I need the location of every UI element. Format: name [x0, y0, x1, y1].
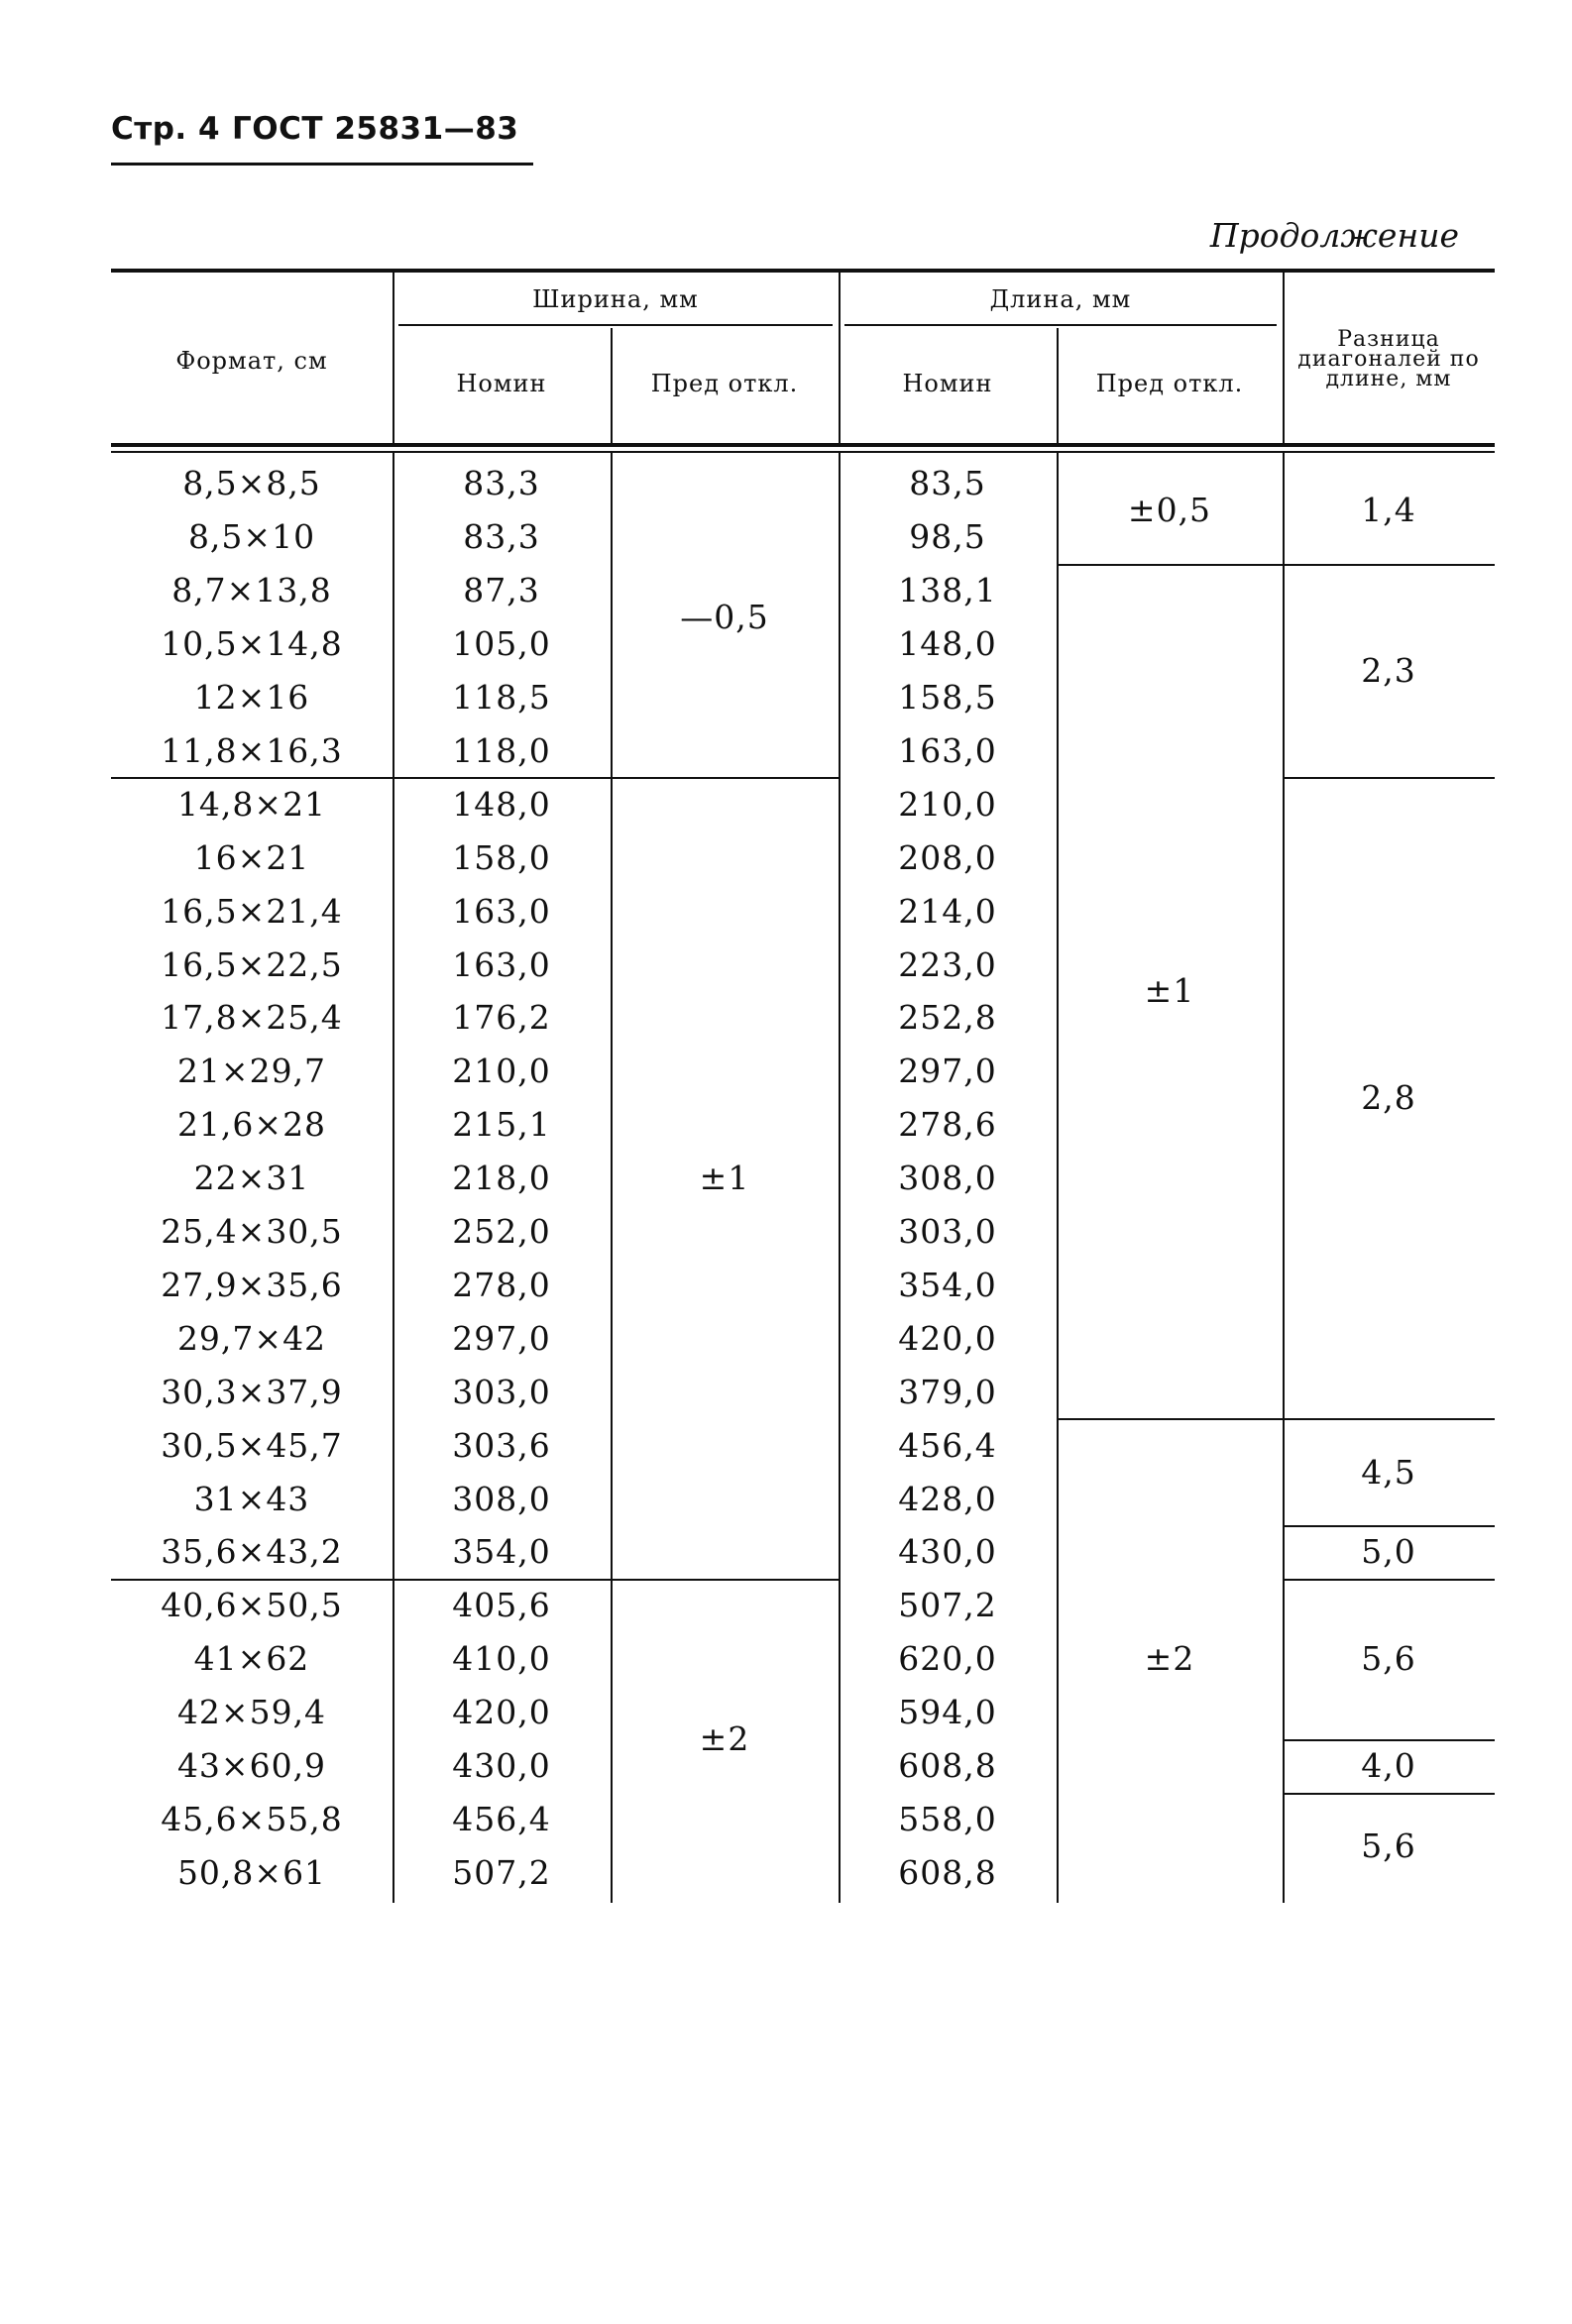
width-nominal-cell: 83,3	[463, 464, 540, 503]
header-bottom-border-inner	[111, 451, 1495, 453]
format-cell: 30,5×45,7	[161, 1425, 343, 1465]
length-nominal-cell: 608,8	[898, 1746, 997, 1786]
length-nominal-cell: 354,0	[898, 1265, 997, 1304]
length-nominal-cell: 308,0	[898, 1159, 997, 1198]
length-nominal-cell: 214,0	[898, 891, 997, 931]
width-nominal-cell: 215,1	[452, 1105, 551, 1145]
diagonal-cell: 2,3	[1361, 651, 1416, 691]
page-header	[111, 111, 533, 147]
length-group-rule	[844, 324, 1277, 326]
width-nominal-cell: 148,0	[452, 784, 551, 824]
format-cell: 12×16	[193, 678, 310, 718]
header-vline-1	[393, 269, 394, 443]
length-nominal-cell: 507,2	[898, 1586, 997, 1625]
width-nominal-cell: 118,0	[452, 730, 551, 770]
format-cell: 14,8×21	[176, 784, 327, 824]
length-nominal-cell: 456,4	[898, 1425, 997, 1465]
length-group-header: Длина, мм	[989, 285, 1132, 313]
width-nominal-header: Номин	[456, 370, 547, 397]
header-vline-2	[611, 328, 613, 443]
width-nominal-cell: 456,4	[452, 1799, 551, 1838]
format-cell: 8,7×13,8	[171, 571, 332, 610]
diagonal-cell: 1,4	[1361, 491, 1416, 530]
format-cell: 31×43	[193, 1479, 310, 1518]
length-nominal-cell: 223,0	[898, 944, 997, 984]
length-nominal-cell: 379,0	[898, 1372, 997, 1411]
diagonal-cell: 5,0	[1361, 1532, 1416, 1572]
width-nominal-cell: 354,0	[452, 1532, 551, 1572]
continuation-label: Продолжение	[1209, 216, 1459, 255]
group-separator	[111, 777, 611, 779]
format-cell: 42×59,4	[176, 1693, 327, 1732]
width-tolerance-cell: ±1	[699, 1159, 750, 1198]
group-separator	[111, 1579, 611, 1581]
length-nominal-cell: 428,0	[898, 1479, 997, 1518]
format-cell: 45,6×55,8	[161, 1799, 343, 1838]
col-format-header: Формат, см	[175, 347, 328, 375]
width-nominal-cell: 87,3	[463, 571, 540, 610]
width-nominal-cell: 176,2	[452, 998, 551, 1038]
length-nominal-header: Номин	[902, 370, 993, 397]
format-cell: 8,5×8,5	[182, 464, 321, 503]
format-cell: 11,8×16,3	[161, 730, 343, 770]
table-top-border	[111, 269, 1495, 273]
width-nominal-cell: 405,6	[452, 1586, 551, 1625]
width-nominal-cell: 105,0	[452, 624, 551, 664]
width-nominal-cell: 163,0	[452, 944, 551, 984]
standard-number: ГОСТ 25831—83	[232, 111, 519, 147]
length-nominal-cell: 148,0	[898, 624, 997, 664]
length-nominal-cell: 98,5	[909, 517, 986, 557]
diagonal-header: Разница диагоналей по длине, мм	[1297, 327, 1480, 391]
width-nominal-cell: 420,0	[452, 1693, 551, 1732]
length-nominal-cell: 158,5	[898, 678, 997, 718]
format-cell: 50,8×61	[176, 1852, 327, 1892]
diagonal-cell: 5,6	[1361, 1639, 1416, 1679]
width-nominal-cell: 158,0	[452, 837, 551, 877]
length-tolerance-cell: ±0,5	[1127, 491, 1212, 530]
length-nominal-cell: 620,0	[898, 1639, 997, 1679]
width-tolerance-header: Пред откл.	[650, 370, 799, 397]
format-cell: 40,6×50,5	[161, 1586, 343, 1625]
format-cell: 43×60,9	[176, 1746, 327, 1786]
length-nominal-cell: 83,5	[909, 464, 986, 503]
width-nominal-cell: 163,0	[452, 891, 551, 931]
width-nominal-cell: 303,6	[452, 1425, 551, 1465]
diagonal-cell: 5,6	[1361, 1826, 1416, 1865]
width-nominal-cell: 507,2	[452, 1852, 551, 1892]
format-cell: 22×31	[193, 1159, 310, 1198]
width-nominal-cell: 118,5	[452, 678, 551, 718]
length-nominal-cell: 594,0	[898, 1693, 997, 1732]
length-nominal-cell: 252,8	[898, 998, 997, 1038]
width-nominal-cell: 308,0	[452, 1479, 551, 1518]
width-nominal-cell: 210,0	[452, 1051, 551, 1091]
length-nominal-cell: 558,0	[898, 1799, 997, 1838]
diagonal-cell: 2,8	[1361, 1078, 1416, 1118]
width-nominal-cell: 297,0	[452, 1318, 551, 1358]
width-nominal-cell: 410,0	[452, 1639, 551, 1679]
header-rule	[111, 163, 533, 166]
length-nominal-cell: 138,1	[898, 571, 997, 610]
format-cell: 8,5×10	[187, 517, 316, 557]
header-vline-4	[1057, 328, 1059, 443]
diagonal-cell: 4,0	[1361, 1746, 1416, 1786]
width-nominal-cell: 278,0	[452, 1265, 551, 1304]
format-cell: 16×21	[193, 837, 310, 877]
width-group-header: Ширина, мм	[532, 285, 699, 313]
width-nominal-cell: 218,0	[452, 1159, 551, 1198]
formats-table	[111, 269, 1495, 1892]
format-cell: 21,6×28	[176, 1105, 327, 1145]
width-nominal-cell: 303,0	[452, 1372, 551, 1411]
width-nominal-cell: 430,0	[452, 1746, 551, 1786]
length-nominal-cell: 420,0	[898, 1318, 997, 1358]
format-cell: 21×29,7	[176, 1051, 327, 1091]
length-tolerance-header: Пред откл.	[1095, 370, 1244, 397]
format-cell: 29,7×42	[176, 1318, 327, 1358]
width-tolerance-cell: ±2	[699, 1719, 750, 1759]
length-nominal-cell: 303,0	[898, 1212, 997, 1252]
length-nominal-cell: 278,6	[898, 1105, 997, 1145]
length-tolerance-cell: ±1	[1144, 971, 1195, 1011]
width-tolerance-cell: —0,5	[680, 598, 769, 637]
length-nominal-cell: 430,0	[898, 1532, 997, 1572]
width-nominal-cell: 83,3	[463, 517, 540, 557]
length-tolerance-cell: ±2	[1144, 1639, 1195, 1679]
format-cell: 41×62	[193, 1639, 310, 1679]
length-nominal-cell: 608,8	[898, 1852, 997, 1892]
length-nominal-cell: 163,0	[898, 730, 997, 770]
diagonal-cell: 4,5	[1361, 1452, 1416, 1492]
format-cell: 16,5×22,5	[161, 944, 343, 984]
header-vline-3	[839, 269, 841, 443]
format-cell: 35,6×43,2	[161, 1532, 343, 1572]
width-group-rule	[398, 324, 833, 326]
header-vline-5	[1283, 269, 1285, 443]
page-number: Стр. 4	[111, 111, 221, 147]
format-cell: 10,5×14,8	[161, 624, 343, 664]
format-cell: 16,5×21,4	[161, 891, 343, 931]
length-nominal-cell: 210,0	[898, 784, 997, 824]
header-bottom-border	[111, 443, 1495, 447]
length-nominal-cell: 208,0	[898, 837, 997, 877]
format-cell: 30,3×37,9	[161, 1372, 343, 1411]
width-nominal-cell: 252,0	[452, 1212, 551, 1252]
format-cell: 27,9×35,6	[161, 1265, 343, 1304]
format-cell: 25,4×30,5	[161, 1212, 343, 1252]
format-cell: 17,8×25,4	[161, 998, 343, 1038]
length-nominal-cell: 297,0	[898, 1051, 997, 1091]
